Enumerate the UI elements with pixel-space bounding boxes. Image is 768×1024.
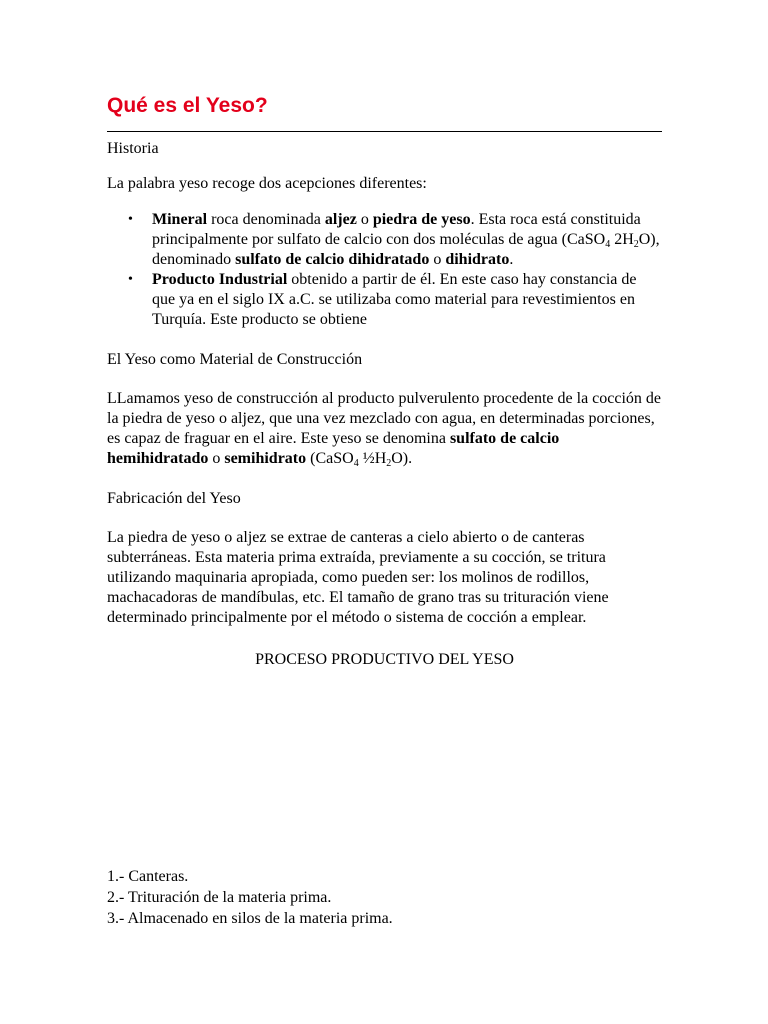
steps-list — [107, 866, 662, 929]
list-item-mineral: • Mineral roca denominada aljez o piedra de yeso. Esta roca está constituida principalmente por sulfato de calcio con dos moléculas de agua (CaSO$_4$ $2H_2O$), denominado sulfato de calcio dihidratado o dihidrato. — [128, 211, 660, 268]
term-producto-industrial: Producto Industrial — [152, 271, 288, 288]
proceso-title: PROCESO PRODUCTIVO DEL YESO — [255, 651, 514, 668]
document-content — [107, 92, 662, 929]
term-dihidratado: sulfato de calcio dihidratado — [235, 251, 430, 268]
title-divider — [107, 131, 662, 132]
construccion-heading: El Yeso como Material de Construcción — [107, 351, 363, 368]
construccion-paragraph: LLamamos yeso de construcción al producto pulverulento procedente de la cocción de la piedra de yeso o aljez, que una vez mezclado con agua, en determinadas porciones, es capaz de fraguar en el aire. Este yeso se denomina sulfato de calcio hemihidratado o semihidrato (CaSO$_4$ $\frac{1}{2}H_2O$). — [107, 390, 662, 469]
term-semihidrato: semihidrato — [224, 450, 307, 467]
term-hemihidratado: sulfato de calcio hemihidratado — [107, 430, 560, 467]
fabricacion-heading: Fabricación del Yeso — [107, 490, 241, 507]
fabricacion-paragraph: La piedra de yeso o aljez se extrae de canteras a cielo abierto o de canteras subterráneas. Esta materia prima extraída, previamente a su cocción, se tritura utilizando maquinaria apropiada, como pueden ser: los molinos de rodillos, machacadoras de mandíbulas, etc. El tamaño de grano tras su trituración viene determinado principalmente por el método o sistema de cocción a emplear. — [107, 529, 609, 626]
list-item: 1.- Canteras. — [107, 868, 189, 885]
term-dihidrato: dihidrato — [445, 251, 510, 268]
historia-heading: Historia — [107, 140, 159, 157]
list-item-producto-industrial: • Producto Industrial obtenido a partir de él. En este caso hay constancia de que ya en el siglo IX a.C. se utilizaba como material para revestimientos en Turquía. Este producto se obtiene — [128, 271, 637, 328]
term-mineral: Mineral — [152, 211, 208, 228]
page-title: Qué es el Yeso? — [107, 94, 268, 117]
list-item: 3.- Almacenado en silos de la materia prima. — [107, 910, 393, 927]
bullet-icon: • — [128, 212, 133, 227]
list-item: 2.- Trituración de la materia prima. — [107, 889, 332, 906]
term-aljez: aljez — [324, 211, 357, 228]
intro-paragraph: La palabra yeso recoge dos acepciones diferentes: — [107, 175, 427, 192]
definitions-list — [107, 210, 662, 330]
bullet-icon: • — [128, 272, 133, 287]
term-piedra-de-yeso: piedra de yeso — [372, 211, 471, 228]
